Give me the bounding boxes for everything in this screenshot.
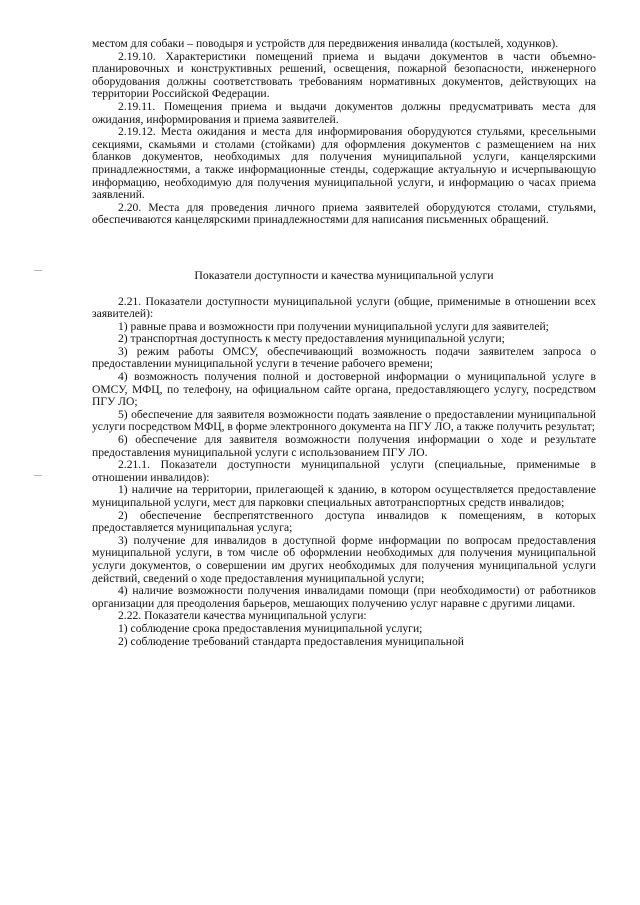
paragraph: 2.19.11. Помещения приема и выдачи документов должны предусматривать места для ожидания, информирования и приема заявителей.: [92, 99, 596, 126]
list-item: 2) обеспечение беспрепятственного доступа инвалидов к помещениям, в которых предоставляется муниципальная услуга;: [92, 508, 596, 535]
margin-mark: [34, 270, 42, 271]
section-heading: Показатели доступности и качества муниципальной услуги: [194, 267, 494, 282]
paragraph: 2.19.12. Места ожидания и места для информирования оборудуются стульями, кресельными секциями, скамьями и столами (стойками) для оформления документов с размещением на них бланков документов, необходимых для получения муниципальной услуги, канцелярскими принадлежностями, а также информационные стенды, содержащие актуальную и исчерпывающую информацию, необходимую для получения муниципальной услуги, и информацию о часах приема заявлений.: [92, 125, 596, 202]
list-item: 5) обеспечение для заявителя возможности подать заявление о предоставлении муниципальной услуги посредством МФЦ, в форме электронного документа на ПГУ ЛО, а также получить результат;: [92, 407, 596, 434]
paragraph: 2.21. Показатели доступности муниципальной услуги (общие, применимые в отношении всех заявителей):: [92, 294, 596, 321]
list-item: 1) равные права и возможности при получении муниципальной услуги для заявителей;: [118, 319, 549, 333]
paragraph: 2.20. Места для проведения личного приема заявителей оборудуются столами, стульями, обеспечиваются канцелярскими принадлежностями для написания письменных обращений.: [92, 200, 596, 227]
list-item: 2) транспортная доступность к месту предоставления муниципальной услуги;: [118, 332, 505, 346]
paragraph: 2.19.10. Характеристики помещений приема и выдачи документов в части объемно-планировочных и конструктивных решений, освещения, пожарной безопасности, инженерного оборудования должны соответствовать требованиям нормативных документов, действующих на территории Российской Федерации.: [92, 49, 596, 101]
paragraph: 2.22. Показатели качества муниципальной услуги:: [118, 609, 367, 623]
paragraph: 2.21.1. Показатели доступности муниципальной услуги (специальные, применимые в отношении инвалидов):: [92, 458, 596, 484]
list-item: 1) наличие на территории, прилегающей к зданию, в котором осуществляется предоставление муниципальной услуги, мест для парковки специальных автотранспортных средств инвалидов;: [92, 483, 596, 509]
list-item: 3) получение для инвалидов в доступной форме информации по вопросам предоставления муниципальной услуги, в том числе об оформлении необходимых для получения муниципальной услуги документов, о совершении им других необходимых для получения муниципальной услуги действий, сведений о ходе предоставления муниципальной услуги;: [92, 533, 596, 585]
list-item: 4) наличие возможности получения инвалидами помощи (при необходимости) от работников организации для преодоления барьеров, мешающих получению услуг наравне с другими лицами.: [92, 584, 596, 610]
document-body: [92, 38, 596, 648]
spacer: [92, 227, 596, 247]
list-item: 4) возможность получения полной и достоверной информации о муниципальной услуге в ОМСУ, МФЦ, по телефону, на официальном сайте органа, предоставляющего услугу, посредством ПГУ ЛО;: [92, 370, 596, 409]
margin-mark: [34, 475, 42, 476]
list-item: 1) соблюдение срока предоставления муниципальной услуги;: [118, 621, 423, 635]
list-item: 2) соблюдение требований стандарта предоставления муниципальной: [118, 634, 464, 648]
paragraph: местом для собаки – поводыря и устройств для передвижения инвалида (костылей, ходунков).: [92, 37, 559, 50]
list-item: 6) обеспечение для заявителя возможности получения информации о ходе и результате предоставления муниципальной услуги с использованием ПГУ ЛО.: [92, 433, 596, 459]
list-item: 3) режим работы ОМСУ, обеспечивающий возможность подачи заявителем запроса о предоставлении муниципальной услуги в течение рабочего времени;: [92, 344, 596, 371]
